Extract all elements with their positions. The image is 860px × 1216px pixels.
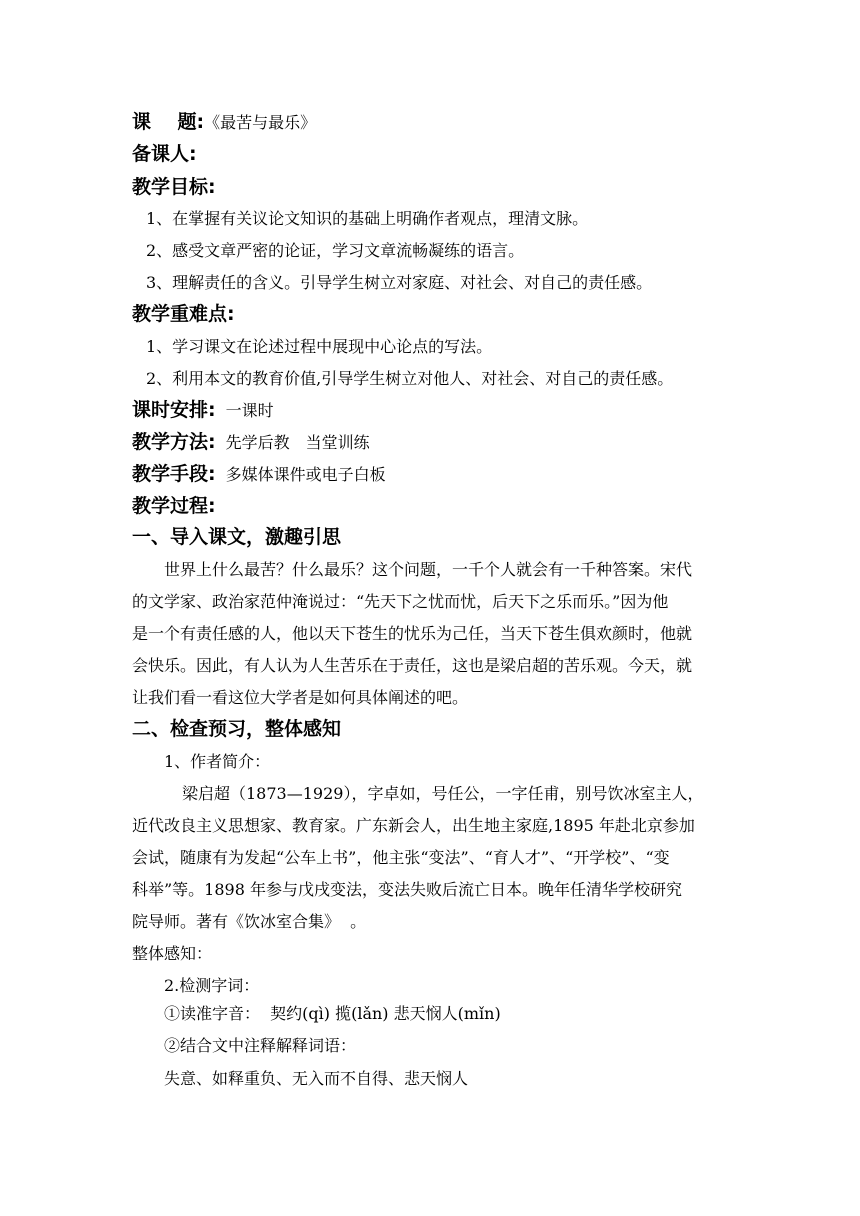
words-title: 2.检测字词： (164, 976, 260, 995)
means-value: 多媒体课件或电子白板 (225, 465, 386, 484)
method-label: 教学方法: (132, 431, 216, 453)
explain-line: ②结合文中注释解释词语： (164, 1036, 357, 1055)
section1-line-3: 是一个有责任感的人，他以天下苍生的忧乐为己任，当天下苍生俱欢颜时，他就 (132, 624, 693, 643)
author-line-5: 院导师。著有《饮冰室合集》 。 (132, 912, 367, 931)
author-line-4: 科举”等。1898 年参与戊戌变法，变法失败后流亡日本。晚年任清华学校研究 (132, 880, 682, 899)
words-line: 失意、如释重负、无入而不自得、悲天悯人 (164, 1069, 469, 1088)
key-point-item-1: 1、学习课文在论述过程中展现中心论点的写法。 (146, 337, 493, 356)
means-line (132, 465, 386, 484)
section1-line-4: 会快乐。因此，有人认为人生苦乐在于责任，这也是梁启超的苦乐观。今天，就 (132, 656, 693, 675)
objective-item-1: 1、在掌握有关议论文知识的基础上明确作者观点，理清文脉。 (146, 209, 589, 228)
author-line-1: 梁启超（1873—1929），字卓如，号任公，一字任甫，别号饮冰室主人， (182, 784, 704, 803)
objective-item-2: 2、感受文章严密的论证，学习文章流畅凝练的语言。 (146, 241, 525, 260)
pronunciation-line: ①读准字音： 契约(qì) 揽(lǎn) 悲天悯人(mǐn) (164, 1004, 501, 1023)
author-line-2: 近代改良主义思想家、教育家。广东新会人，出生地主家庭,1895 年赴北京参加 (132, 816, 695, 835)
schedule-value: 一课时 (225, 401, 274, 420)
section1-line-2: 的文学家、政治家范仲淹说过：“先天下之忧而忧，后天下之乐而乐。”因为他 (132, 592, 669, 611)
schedule-line (132, 401, 274, 420)
means-label: 教学手段: (132, 463, 216, 485)
section1-line-1: 世界上什么最苦？什么最乐？这个问题，一千个人就会有一千种答案。宋代 (164, 560, 693, 579)
section2-heading: 二、检查预习，整体感知 (132, 718, 342, 740)
overall-label: 整体感知： (132, 944, 213, 963)
topic-value: 《最苦与最乐》 (204, 113, 317, 132)
process-heading: 教学过程: (132, 495, 216, 517)
section1-line-5: 让我们看一看这位大学者是如何具体阐述的吧。 (132, 688, 469, 707)
section1-heading: 一、导入课文，激趣引思 (132, 526, 342, 548)
topic-line (132, 113, 316, 132)
method-line (132, 433, 370, 452)
author-line-3: 会试，随康有为发起“公车上书”，他主张“变法”、“育人才”、“开学校”、“变 (132, 848, 670, 867)
key-points-heading: 教学重难点: (132, 303, 235, 325)
author-title: 1、作者简介： (164, 752, 271, 771)
schedule-label: 课时安排: (132, 399, 216, 421)
method-value-2: 当堂训练 (305, 433, 370, 452)
objective-item-3: 3、理解责任的含义。引导学生树立对家庭、对社会、对自己的责任感。 (146, 273, 653, 292)
objectives-heading: 教学目标: (132, 176, 216, 198)
key-point-item-2: 2、利用本文的教育价值,引导学生树立对他人、对社会、对自己的责任感。 (146, 369, 674, 388)
method-value-1: 先学后教 (225, 433, 290, 452)
preparer-label: 备课人: (132, 143, 197, 165)
topic-label: 课 题: (132, 111, 205, 133)
